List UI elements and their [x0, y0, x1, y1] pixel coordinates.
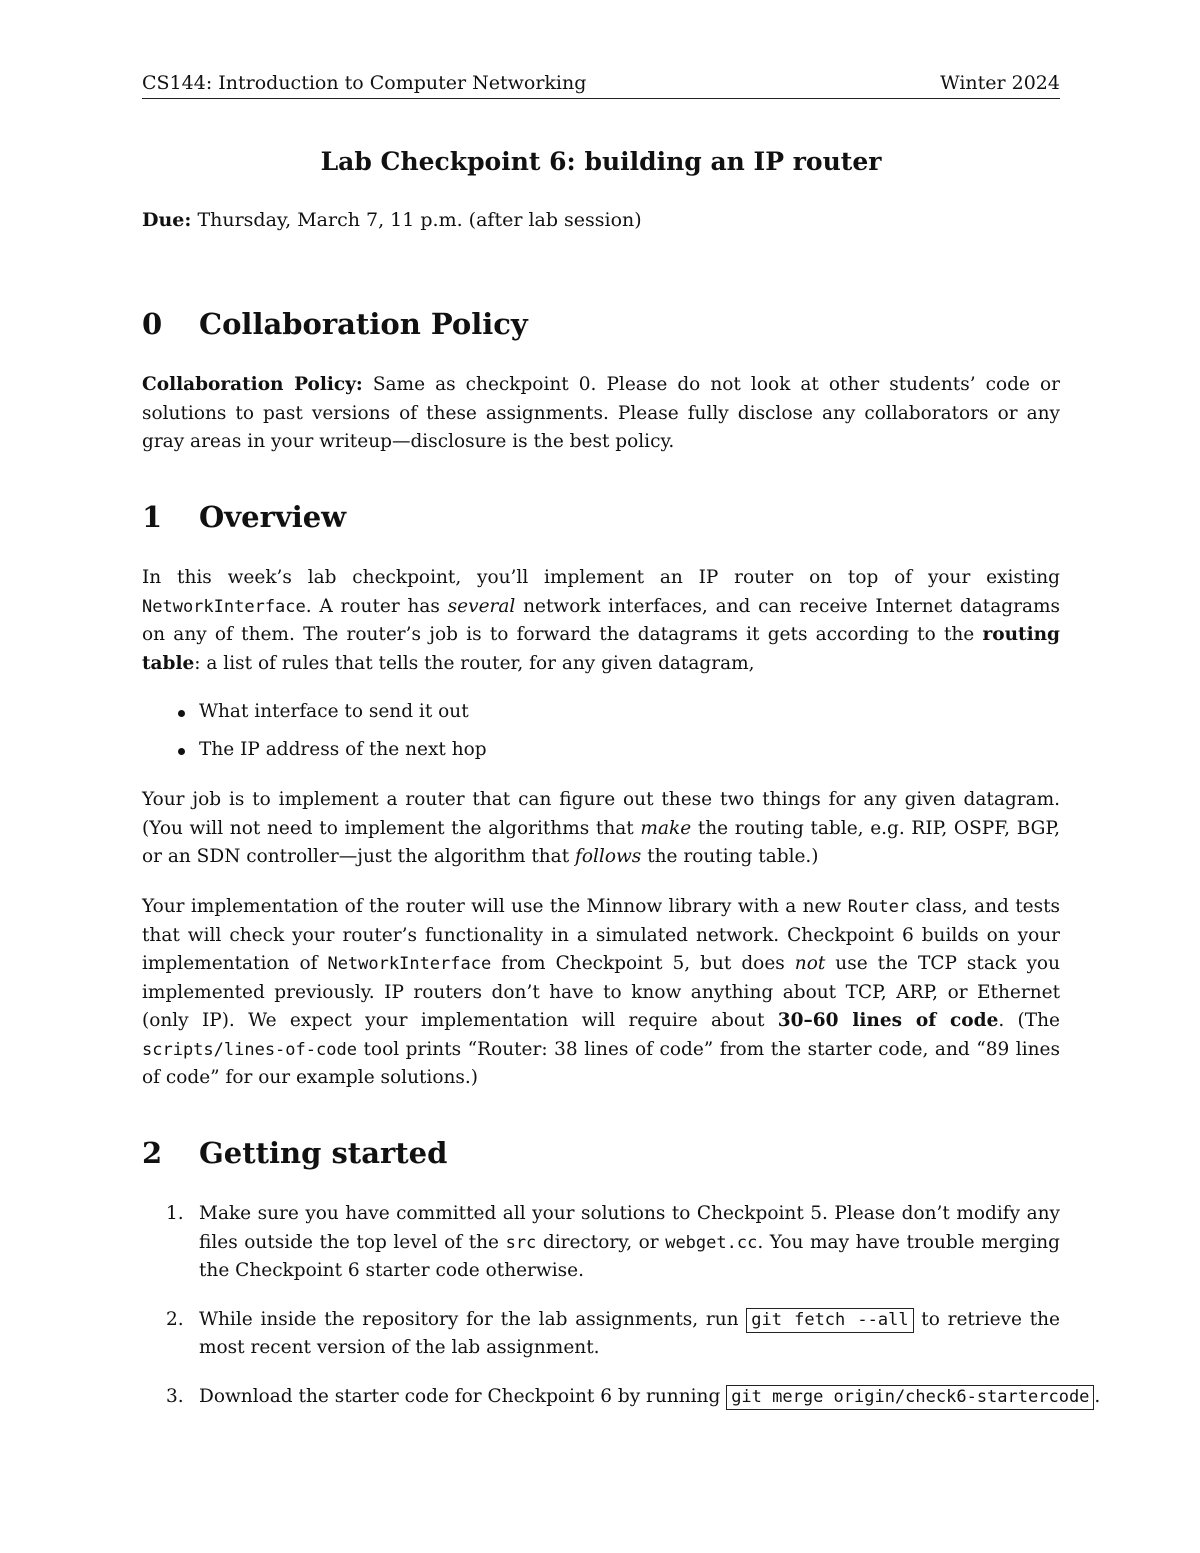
inline-code: NetworkInterface [142, 596, 306, 617]
section-number: 0 [142, 307, 163, 341]
inline-code: Router [847, 897, 910, 917]
step-number: 1. [166, 1203, 184, 1224]
command-git-fetch: git fetch --all [746, 1308, 913, 1333]
step-3: 3. Download the starter code for Checkpoint 6 by running git merge origin/check6-startercode . [142, 1383, 1060, 1412]
due-date [142, 207, 642, 233]
term: Winter 2024 [940, 72, 1060, 94]
step-number: 2. [166, 1308, 184, 1330]
section-number: 1 [142, 500, 163, 534]
due-text: Thursday, March 7, 11 p.m. (after lab session) [191, 209, 642, 231]
inline-code: NetworkInterface [327, 954, 492, 974]
section-title: Getting started [199, 1136, 448, 1170]
step-1: 1. Make sure you have committed all your solutions to Checkpoint 5. Please don’t modify any files outside the top level of the src directory, or webget.cc. You may have trouble merging the Checkpoint 6 starter code otherwise. [142, 1200, 1060, 1286]
routing-table-term: routing table [142, 624, 1060, 674]
inline-code: scripts/lines-of-code [142, 1039, 357, 1060]
document-title: Lab Checkpoint 6: building an IP router [320, 147, 882, 176]
section-heading-getting-started [142, 1135, 447, 1171]
collaboration-paragraph: Collaboration Policy: Same as checkpoint 0. Please do not look at other students’ code or solutions to past versions of these assignments. Please fully disclose any collaborators or any gray areas in your writeup—disclosure is the best policy. [142, 374, 1061, 452]
overview-paragraph-2: Your job is to implement a router that can figure out these two things for any given datagram. (You will not need to implement the algorithms that make the routing table, e.g. RIP, OSPF, BGP, or an SDN controller—just the algorithm that follows the routing table.) [142, 789, 1060, 867]
command-git-merge: git merge origin/check6-startercode [726, 1385, 1094, 1410]
step-2: 2. While inside the repository for the lab assignments, run git fetch --all to retrieve the most recent version of the lab assignment. [142, 1306, 1060, 1363]
section-number: 2 [142, 1136, 163, 1170]
bullet-icon [178, 710, 185, 717]
step-number: 3. [166, 1385, 184, 1407]
running-header [142, 70, 1060, 99]
section-title: Collaboration Policy [199, 307, 528, 341]
inline-code: src [505, 1232, 537, 1253]
inline-code: webget.cc [665, 1232, 758, 1253]
getting-started-steps [142, 1200, 1101, 1411]
list-item: What interface to send it out [142, 698, 1060, 736]
section-heading-collaboration [142, 306, 528, 342]
list-item: The IP address of the next hop [142, 736, 1060, 774]
overview-paragraph-1: In this week’s lab checkpoint, you’ll implement an IP router on top of your existing NetworkInterface. A router has several network interfaces, and can receive Internet datagrams on any of them. The router’s job is to forward the datagrams it gets according to the routing table: a list of rules that tells the router, for any given datagram, [142, 567, 1061, 674]
section-heading-overview [142, 499, 346, 535]
due-label: Due: [142, 209, 192, 231]
overview-paragraph-3: Your implementation of the router will use the Minnow library with a new Router class, and tests that will check your router’s functionality in a simulated network. Checkpoint 6 builds on your implementation of NetworkInterface from Checkpoint 5, but does not use the TCP stack you implemented previously. IP routers don’t have to know anything about TCP, ARP, or Ethernet (only IP). We expect your implementation will require about 30–60 lines of code. (The scripts/lines-of-code tool prints “Router: 38 lines of code” from the starter code, and “89 lines of code” for our example solutions.) [142, 896, 1060, 1088]
bullet-icon [178, 748, 185, 755]
line-estimate: 30–60 lines of code [777, 1010, 999, 1031]
section-title: Overview [199, 500, 347, 534]
overview-bullet-list [142, 698, 1060, 774]
course-name: CS144: Introduction to Computer Networking [142, 72, 587, 94]
collaboration-label: Collaboration Policy: [142, 374, 363, 395]
